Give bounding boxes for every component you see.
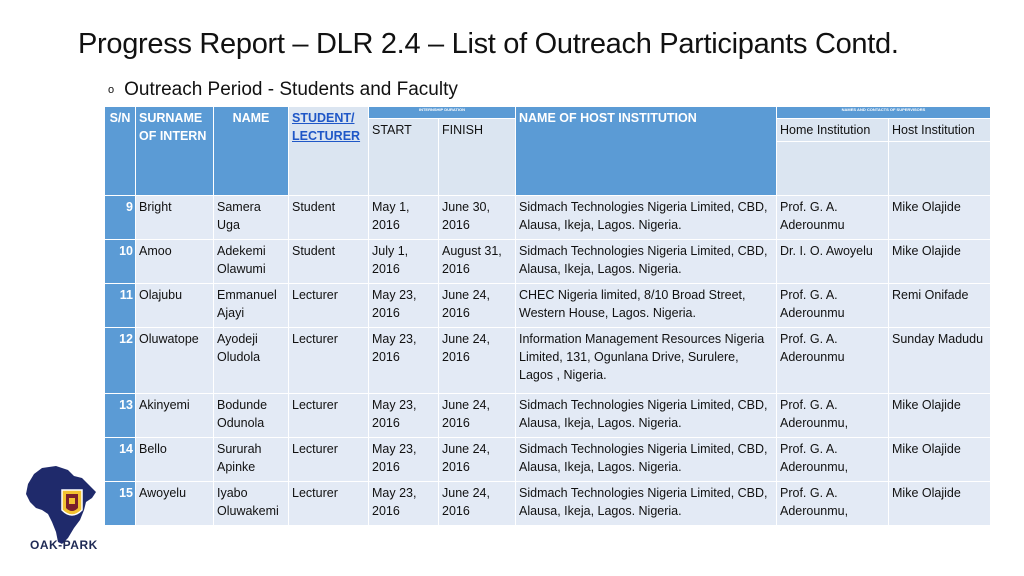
cell-host: Information Management Resources Nigeria Limited, 131, Ogunlana Drive, Surulere, Lagos , Nigeria. [516, 328, 777, 394]
cell-start: May 23, 2016 [369, 284, 439, 328]
cell-finish: June 24, 2016 [439, 438, 516, 482]
cell-host: Sidmach Technologies Nigeria Limited, CBD, Alausa, Ikeja, Lagos. Nigeria. [516, 482, 777, 526]
table-row [105, 196, 991, 240]
cell-start: May 23, 2016 [369, 328, 439, 394]
cell-surname: Akinyemi [136, 394, 214, 438]
cell-name: Adekemi Olawumi [214, 240, 289, 284]
cell-sn: 11 [105, 284, 136, 328]
cell-sn: 12 [105, 328, 136, 394]
header-home-institution: Home Institution [777, 119, 889, 142]
cell-finish: June 30, 2016 [439, 196, 516, 240]
cell-host: CHEC Nigeria limited, 8/10 Broad Street, Western House, Lagos. Nigeria. [516, 284, 777, 328]
header-supervisors: NAMES AND CONTACTS OF SUPERVISORS [777, 107, 991, 119]
cell-surname: Oluwatope [136, 328, 214, 394]
subtitle-text: Outreach Period - Students and Faculty [124, 79, 458, 100]
cell-home-supervisor: Prof. G. A. Aderounmu, [777, 394, 889, 438]
cell-host-supervisor: Remi Onifade [889, 284, 991, 328]
cell-host: Sidmach Technologies Nigeria Limited, CBD, Alausa, Ikeja, Lagos. Nigeria. [516, 240, 777, 284]
logo-text: OAK-PARK [30, 538, 98, 552]
bullet-icon: o [108, 84, 115, 96]
cell-role: Lecturer [289, 394, 369, 438]
cell-sn: 10 [105, 240, 136, 284]
header-role: STUDENT/ LECTURER [289, 107, 369, 196]
header-start: START [369, 119, 439, 196]
table-row [105, 240, 991, 284]
cell-start: May 23, 2016 [369, 394, 439, 438]
cell-name: Ayodeji Oludola [214, 328, 289, 394]
cell-home-supervisor: Dr. I. O. Awoyelu [777, 240, 889, 284]
cell-finish: June 24, 2016 [439, 328, 516, 394]
cell-host: Sidmach Technologies Nigeria Limited, CBD, Alausa, Ikeja, Lagos. Nigeria. [516, 196, 777, 240]
header-name: NAME [214, 107, 289, 196]
table-row [105, 438, 991, 482]
cell-host: Sidmach Technologies Nigeria Limited, CBD, Alausa, Ikeja, Lagos. Nigeria. [516, 394, 777, 438]
cell-name: Sururah Apinke [214, 438, 289, 482]
cell-start: July 1, 2016 [369, 240, 439, 284]
header-surname: SURNAME OF INTERN [136, 107, 214, 196]
cell-role: Student [289, 240, 369, 284]
header-internship-duration: INTERNSHIP DURATION [369, 107, 516, 119]
cell-home-supervisor: Prof. G. A. Aderounmu [777, 196, 889, 240]
cell-name: Iyabo Oluwakemi [214, 482, 289, 526]
cell-host-supervisor: Sunday Madudu [889, 328, 991, 394]
header-spacer-2 [889, 142, 991, 196]
cell-role: Student [289, 196, 369, 240]
table-row [105, 284, 991, 328]
cell-finish: June 24, 2016 [439, 394, 516, 438]
cell-name: Bodunde Odunola [214, 394, 289, 438]
cell-sn: 9 [105, 196, 136, 240]
table-row [105, 482, 991, 526]
cell-name: Samera Uga [214, 196, 289, 240]
cell-surname: Olajubu [136, 284, 214, 328]
cell-finish: June 24, 2016 [439, 284, 516, 328]
cell-home-supervisor: Prof. G. A. Aderounmu, [777, 482, 889, 526]
header-spacer-1 [777, 142, 889, 196]
cell-host-supervisor: Mike Olajide [889, 438, 991, 482]
cell-start: May 23, 2016 [369, 438, 439, 482]
header-host-supervisor: Host Institution [889, 119, 991, 142]
cell-sn: 14 [105, 438, 136, 482]
cell-name: Emmanuel Ajayi [214, 284, 289, 328]
cell-finish: August 31, 2016 [439, 240, 516, 284]
cell-start: May 23, 2016 [369, 482, 439, 526]
cell-sn: 13 [105, 394, 136, 438]
cell-surname: Bright [136, 196, 214, 240]
cell-role: Lecturer [289, 482, 369, 526]
page-title: Progress Report – DLR 2.4 – List of Outreach Participants Contd. [78, 28, 899, 60]
cell-finish: June 24, 2016 [439, 482, 516, 526]
table-row [105, 394, 991, 438]
cell-sn: 15 [105, 482, 136, 526]
header-finish: FINISH [439, 119, 516, 196]
cell-home-supervisor: Prof. G. A. Aderounmu [777, 284, 889, 328]
cell-host-supervisor: Mike Olajide [889, 196, 991, 240]
page-subtitle [108, 79, 458, 101]
cell-surname: Bello [136, 438, 214, 482]
header-host-institution: NAME OF HOST INSTITUTION [516, 107, 777, 196]
header-sn: S/N [105, 107, 136, 196]
cell-home-supervisor: Prof. G. A. Aderounmu, [777, 438, 889, 482]
cell-host-supervisor: Mike Olajide [889, 394, 991, 438]
cell-start: May 1, 2016 [369, 196, 439, 240]
cell-home-supervisor: Prof. G. A. Aderounmu [777, 328, 889, 394]
cell-role: Lecturer [289, 438, 369, 482]
cell-host-supervisor: Mike Olajide [889, 240, 991, 284]
cell-surname: Amoo [136, 240, 214, 284]
cell-surname: Awoyelu [136, 482, 214, 526]
cell-host: Sidmach Technologies Nigeria Limited, CBD, Alausa, Ikeja, Lagos. Nigeria. [516, 438, 777, 482]
participants-table [104, 106, 991, 526]
table-row [105, 328, 991, 394]
cell-role: Lecturer [289, 328, 369, 394]
cell-host-supervisor: Mike Olajide [889, 482, 991, 526]
cell-role: Lecturer [289, 284, 369, 328]
